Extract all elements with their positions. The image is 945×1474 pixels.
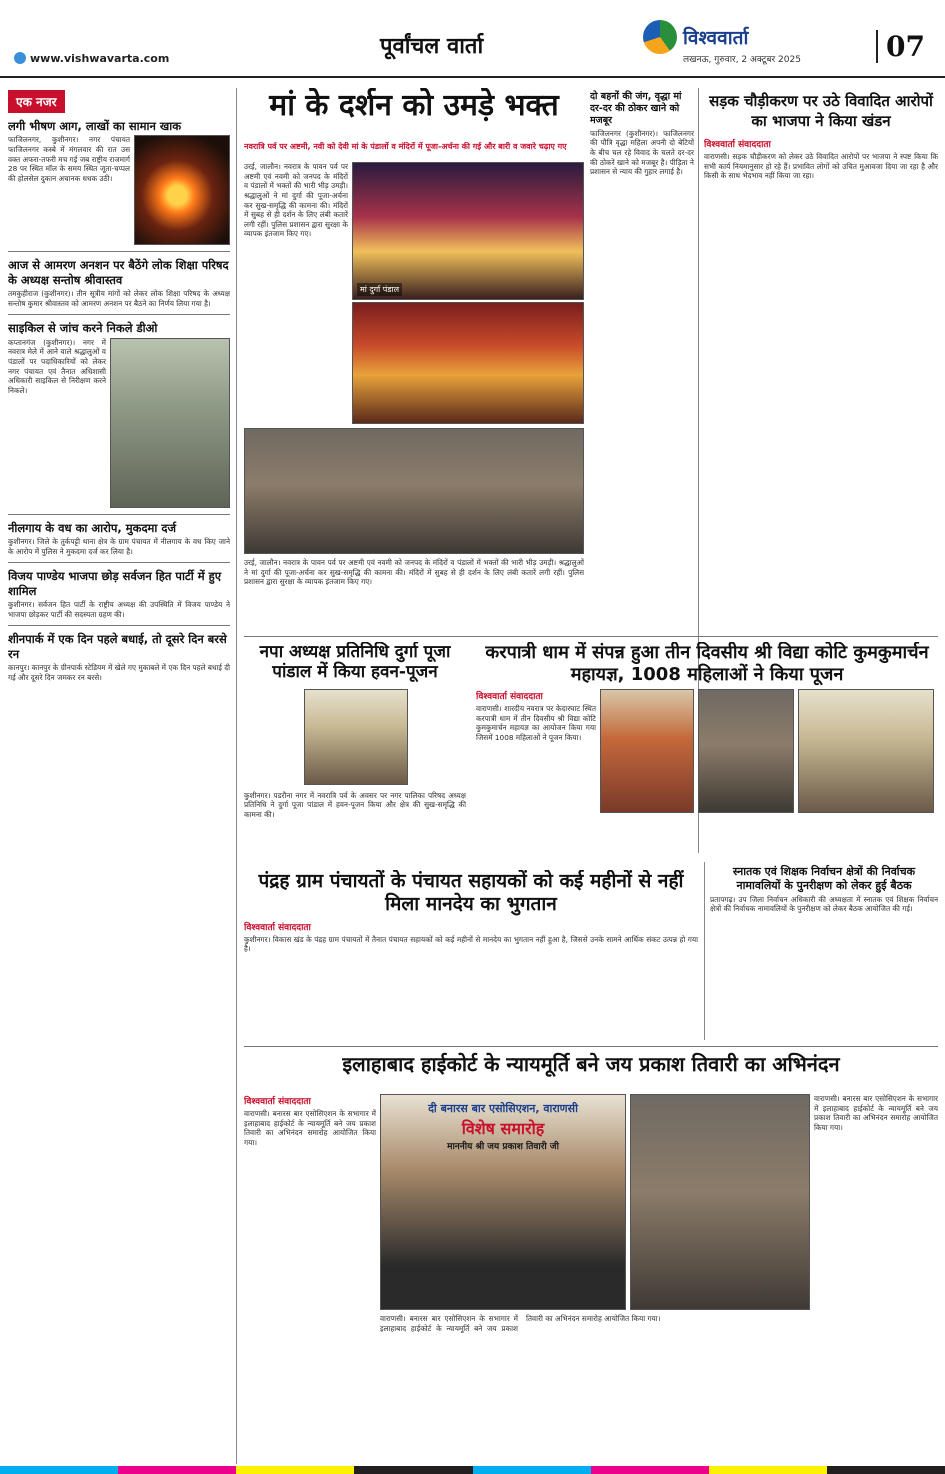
divider: [8, 251, 230, 252]
durga-headline: नपा अध्यक्ष प्रतिनिधि दुर्गा पूजा पांडाल में किया हवन-पूजन: [259, 642, 451, 683]
panchayat-body: कुशीनगर। विकास खंड के पंद्रह ग्राम पंचायतों में तैनात पंचायत सहायकों को कई महीनों से मानदेय का भुगतान नहीं हुआ है, जिससे उनके सामने आर्थिक संकट उत्पन्न हो गया है।: [244, 934, 698, 954]
brief-body: कुशीनगर। सर्वजन हित पार्टी के राष्ट्रीय अध्यक्ष की उपस्थिति में विजय पाण्डेय ने भाजपा छोड़कर पार्टी की सदस्यता ग्रहण की।: [8, 600, 230, 619]
road-widening-story: [704, 92, 938, 632]
women-puja-photo: [698, 689, 794, 813]
court-headline-wrap: [244, 1052, 938, 1088]
priests-photo: [798, 689, 934, 813]
panchayat-headline: पंद्रह ग्राम पंचायतों के पंचायत सहायकों को कई महीनों से नहीं मिला मानदेय का भुगतान: [258, 870, 684, 915]
brief-body: कप्तानगंज (कुशीनगर)। नगर में नवरात्र मेले में आने वाले श्रद्धालुओं व पंडालों पर पदाधिकारियों को लेकर नगर पंचायत एवं तैनात अधिशासी अधिकारी साइकिल से निरीक्षण करने निकले।: [8, 337, 106, 395]
brief-headline: शीनपार्क में एक दिन पहले बधाई, तो दूसरे दिन बरसे रन: [8, 632, 227, 661]
felicitation-stage-photo: [380, 1094, 626, 1310]
panchayat-story: [244, 870, 698, 1040]
havan-photo: [304, 689, 408, 785]
section-title: पूर्वांचल वार्ता: [380, 33, 484, 59]
election-body: प्रतापगढ़। उप जिला निर्वाचन अधिकारी की अध्यक्षता में स्नातक एवं शिक्षक निर्वाचन क्षेत्रों की निर्वाचक नामावलियों के पुनरीक्षण को लेकर बैठक आयोजित की गई।: [710, 894, 938, 914]
lead-headline: मां के दर्शन को उमड़े भक्त: [269, 88, 559, 123]
court-body-lower: वाराणसी। बनारस बार एसोसिएशन के सभागार में इलाहाबाद हाईकोर्ट के न्यायमूर्ति बने जय प्रकाश तिवारी का अभिनंदन समारोह आयोजित किया गया।: [380, 1314, 661, 1333]
brief-item: [8, 321, 230, 507]
court-body-right: वाराणसी। बनारस बार एसोसिएशन के सभागार में इलाहाबाद हाईकोर्ट के न्यायमूर्ति बने जय प्रकाश तिवारी का अभिनंदन समारोह आयोजित किया गया।: [814, 1094, 938, 1132]
brief-item: [8, 569, 230, 619]
brief-body: कुशीनगर। जिले के तुर्कपट्टी थाना क्षेत्र के ग्राम पंचायत में नीलगाय के वध किए जाने के आरोप में पुलिस ने मुकदमा दर्ज कर लिया है।: [8, 537, 230, 556]
banner-text-event: विशेष समारोह: [461, 1119, 545, 1138]
print-color-bar: [0, 1466, 945, 1474]
brief-body: तमकुहीराज (कुशीनगर)। तीन सूत्रीय मांगों को लेकर लोक शिक्षा परिषद के अध्यक्ष सन्तोष कुमार श्रीवास्तव को आमरण अनशन पर बैठने का निर्णय लिया गया है।: [8, 289, 230, 308]
mahayagya-desk: विश्ववार्ता संवाददाता: [476, 692, 543, 703]
banner-text-name: माननीय श्री जय प्रकाश तिवारी जी: [447, 1142, 559, 1152]
brief-item: [8, 521, 230, 557]
court-story-right: [814, 1094, 938, 1460]
court-desk: विश्ववार्ता संवाददाता: [244, 1097, 311, 1107]
brief-headline: साइकिल से जांच करने निकले डीओ: [8, 321, 158, 336]
divider: [8, 314, 230, 315]
lead-subhead: नवरात्रि पर्व पर अष्टमी, नवी को देवी मां के पंडालों व मंदिरों में पूजा-अर्चना की गई और बारी व जवारे चढ़ाए गए: [244, 142, 567, 151]
court-headline: इलाहाबाद हाईकोर्ट के न्यायमूर्ति बने जय प्रकाश तिवारी का अभिनंदन: [342, 1052, 840, 1076]
dateline: लखनऊ, गुरुवार, 2 अक्टूबर 2025: [683, 55, 801, 65]
section-divider: [244, 636, 938, 637]
panchayat-desk: विश्ववार्ता संवाददाता: [244, 922, 311, 933]
temple-crowd-photo: [352, 302, 584, 424]
yajna-photo: [600, 689, 694, 813]
lead-body: उरई, जालौन। नवरात्र के पावन पर्व पर अष्टमी एवं नवमी को जनपद के मंदिरों व पंडालों में भक्तों की भारी भीड़ उमड़ी। श्रद्धालुओं ने मां दुर्गा की पूजा-अर्चना कर सुख-समृद्धि की कामना की। मंदिरों में सुबह से ही दर्शन के लिए लंबी कतारें लगी रहीं। पुलिस प्रशासन द्वारा सुरक्षा के व्यापक इंतजाम किए गए।: [244, 162, 348, 239]
court-story-lower: [380, 1314, 810, 1460]
left-column: [8, 90, 230, 1460]
divider: [8, 514, 230, 515]
website-url[interactable]: www.vishwavarta.com: [14, 52, 169, 65]
mahayagya-story: [476, 642, 938, 852]
court-body: वाराणसी। बनारस बार एसोसिएशन के सभागार में इलाहाबाद हाईकोर्ट के न्यायमूर्ति बने जय प्रकाश तिवारी का अभिनंदन समारोह आयोजित किया गया।: [244, 1109, 376, 1147]
durga-puja-story: [244, 642, 466, 900]
banner-text-bar: दी बनारस बार एसोसिएशन, वाराणसी: [428, 1102, 578, 1115]
page-number: 07: [876, 30, 925, 63]
police-pandal-photo: [244, 428, 584, 554]
side-story: [590, 88, 694, 628]
brief-headline: आज से आमरण अनशन पर बैठेंगे लोक शिक्षा परिषद के अध्यक्ष सन्तोष श्रीवास्तव: [8, 258, 229, 287]
column-divider: [236, 88, 237, 1464]
photo-caption: मां दुर्गा पंडाल: [357, 283, 402, 296]
brief-item: [8, 632, 230, 682]
brief-headline: नीलगाय के वध का आरोप, मुकदमा दर्ज: [8, 520, 177, 535]
mahayagya-text: [476, 689, 596, 813]
brief-item: [8, 119, 230, 245]
brief-headline: विजय पाण्डेय भाजपा छोड़ सर्वजन हित पार्टी में हुए शामिल: [8, 569, 222, 598]
fire-photo: [134, 135, 230, 245]
paper-name: विश्ववार्ता: [683, 27, 749, 49]
brief-body: कानपुर। कानपुर के ग्रीनपार्क स्टेडियम में खेले गए मुकाबले में एक दिन पहले बधाई दी गई और दूसरे दिन जमकर रन बरसे।: [8, 663, 230, 682]
mahayagya-headline: करपात्री धाम में संपन्न हुआ तीन दिवसीय श्री विद्या कोटि कुमकुमार्चन महायज्ञ, 1008 महिलाओं ने किया पूजन: [485, 642, 929, 685]
brief-headline: लगी भीषण आग, लाखों का सामान खाक: [8, 119, 182, 133]
divider: [8, 562, 230, 563]
road-headline: सड़क चौड़ीकरण पर उठे विवादित आरोपों का भाजपा ने किया खंडन: [709, 92, 933, 130]
lawyers-photo: [630, 1094, 810, 1310]
election-roll-story: [710, 862, 938, 1040]
side-headline: दो बहनों की जंग, वृद्धा मां दर-दर की ठोकर खाने को मजबूर: [590, 91, 682, 126]
section-divider: [244, 1046, 938, 1047]
mahayagya-body: वाराणसी। शारदीय नवरात्र पर केदारघाट स्थित करपात्री धाम में तीन दिवसीय श्री विद्या कोटि कुमकुमार्चन महायज्ञ का आयोजन किया गया जिसमें 1008 महिलाओं ने पूजन किया।: [476, 704, 596, 743]
lead-body-continued: उरई, जालौन। नवरात्र के पावन पर्व पर अष्टमी एवं नवमी को जनपद के मंदिरों व पंडालों में भक्तों की भारी भीड़ उमड़ी। श्रद्धालुओं ने मां दुर्गा की पूजा-अर्चना कर सुख-समृद्धि की कामना की। मंदिरों में सुबह से ही दर्शन के लिए लंबी कतारें लगी रहीं। पुलिस प्रशासन द्वारा सुरक्षा के व्यापक इंतजाम किए गए।: [244, 558, 584, 587]
column-divider: [704, 862, 705, 1040]
durga-body: कुशीनगर। पडरौना नगर में नवरात्रि पर्व के अवसर पर नगर पालिका परिषद अध्यक्ष प्रतिनिधि ने दुर्गा पूजा पांडाल में हवन-पूजन किया और क्षेत्र की सुख-समृद्धि की कामना की।: [244, 790, 466, 820]
road-body: वाराणसी। सड़क चौड़ीकरण को लेकर उठे विवादित आरोपों पर भाजपा ने स्पष्ट किया कि सभी कार्य नियमानुसार हो रहे हैं। प्रभावित लोगों को उचित मुआवजा दिया जा रहा है और किसी के साथ भेदभाव नहीं किया जा रहा।: [704, 152, 938, 181]
lead-subhead-wrap: [244, 142, 584, 160]
cycle-inspection-photo: [110, 338, 230, 508]
side-body: फाजिलनगर (कुशीनगर)। फाजिलनगर की पौत्रि वृद्धा महिला अपनी दो बेटियों के बीच चल रहे विवाद के चलते दर-दर की ठोकरें खाने को मजबूर है। पीड़िता ने प्रशासन से न्याय की गुहार लगाई है।: [590, 128, 694, 177]
brief-item: [8, 258, 230, 308]
ek-nazar-tag: एक नजर: [8, 90, 65, 113]
globe-icon: [14, 52, 26, 64]
durga-idol-photo: [352, 162, 584, 300]
paper-logo-icon: [643, 20, 677, 54]
election-headline: स्नातक एवं शिक्षक निर्वाचन क्षेत्रों की निर्वाचक नामावलियों के पुनरीक्षण को लेकर हुई बैठक: [732, 865, 916, 892]
court-story-text: [244, 1094, 376, 1460]
road-desk: विश्ववार्ता संवाददाता: [704, 140, 771, 150]
brief-body: फाजिलनगर, कुशीनगर। नगर पंचायत फाजिलनगर कस्बे में मंगलवार की रात उस वक्त अफरा-तफरी मच गई जब राष्ट्रीय राजमार्ग 28 पर स्थित मॉल के समय स्थित जूता-चप्पल की होलसेल दुकान अचानक धधक उठी।: [8, 135, 130, 183]
lead-story-header: [244, 88, 584, 142]
divider: [8, 625, 230, 626]
lead-story-continued: [244, 558, 584, 628]
masthead: [0, 0, 945, 78]
